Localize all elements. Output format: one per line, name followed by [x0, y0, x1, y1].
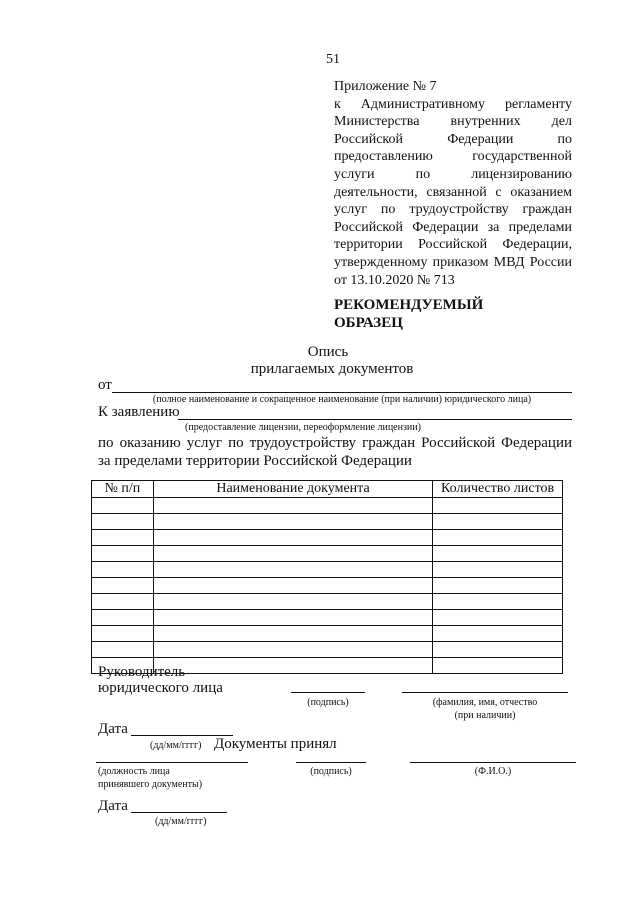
from-label: от	[98, 377, 112, 393]
header-number: № п/п	[92, 481, 154, 498]
head-fio-hint-1: (фамилия, имя, отчество	[432, 697, 538, 708]
table-cell[interactable]	[92, 498, 154, 514]
page-number: 51	[326, 52, 340, 67]
table-cell[interactable]	[153, 578, 432, 594]
from-hint: (полное наименование и сокращенное наименование (при наличии) юридического лица)	[152, 394, 532, 405]
table-row	[92, 530, 563, 546]
table-cell[interactable]	[433, 610, 563, 626]
date-hint-2: (дд/мм/гггг)	[155, 816, 207, 827]
table-cell[interactable]	[92, 530, 154, 546]
table-cell[interactable]	[153, 498, 432, 514]
accepted-signature-hint: (подпись)	[310, 766, 352, 777]
appendix-block	[334, 78, 572, 289]
table-header-row	[92, 481, 563, 498]
appendix-title: Приложение № 7	[334, 79, 437, 94]
table-row	[92, 626, 563, 642]
table-cell[interactable]	[92, 562, 154, 578]
table-row	[92, 498, 563, 514]
table-cell[interactable]	[153, 642, 432, 658]
table-cell[interactable]	[153, 546, 432, 562]
table-cell[interactable]	[433, 642, 563, 658]
position-hint-2: принявшего документы)	[98, 779, 203, 790]
inventory-title: Опись	[307, 344, 349, 360]
application-field[interactable]	[178, 419, 572, 420]
application-hint: (предоставление лицензии, переоформление лицензии)	[185, 422, 421, 433]
head-fio-field[interactable]	[402, 692, 568, 693]
table-row	[92, 514, 563, 530]
accepted-label: Документы принял	[214, 736, 337, 752]
recommended-sample-heading	[334, 296, 483, 332]
service-text: по оказанию услуг по трудоустройству граждан Российской Федерации за пределами территории Российской Федерации	[98, 435, 572, 469]
recommended-line-2: ОБРАЗЕЦ	[334, 315, 403, 331]
table-cell[interactable]	[433, 594, 563, 610]
table-cell[interactable]	[92, 594, 154, 610]
table-cell[interactable]	[92, 546, 154, 562]
table-cell[interactable]	[153, 530, 432, 546]
from-field[interactable]	[112, 392, 572, 393]
date-label: Дата	[98, 721, 128, 737]
table-cell[interactable]	[92, 610, 154, 626]
accepted-fio-field[interactable]	[410, 762, 576, 763]
header-document-name: Наименование документа	[153, 481, 432, 498]
accepted-signature-field[interactable]	[296, 762, 366, 763]
table-cell[interactable]	[92, 642, 154, 658]
table-cell[interactable]	[92, 578, 154, 594]
appendix-body: к Административному регламенту Министерства внутренних дел Российской Федерации по предоставлению государственной услуги по лицензированию деятельности, связанной с оказанием услуг по трудоустройству граждан Российской Федерации за пределами территории Российской Федерации, утвержденному приказом МВД России	[334, 96, 572, 270]
table-cell[interactable]	[92, 626, 154, 642]
head-signature-field[interactable]	[291, 692, 365, 693]
recommended-line-1: РЕКОМЕНДУЕМЫЙ	[334, 297, 484, 313]
table-cell[interactable]	[153, 626, 432, 642]
table-cell[interactable]	[433, 626, 563, 642]
accepted-fio-hint: (Ф.И.О.)	[474, 766, 512, 777]
table-cell[interactable]	[153, 658, 432, 674]
table-cell[interactable]	[433, 514, 563, 530]
table-row	[92, 546, 563, 562]
head-label-2: юридического лица	[98, 680, 223, 696]
table-cell[interactable]	[433, 498, 563, 514]
application-label: К заявлению	[98, 404, 180, 420]
table-row	[92, 610, 563, 626]
position-field[interactable]	[96, 762, 248, 763]
documents-table	[91, 480, 563, 674]
date-field-2[interactable]	[131, 812, 227, 813]
date-label-2: Дата	[98, 798, 128, 814]
table-cell[interactable]	[153, 610, 432, 626]
table-cell[interactable]	[433, 530, 563, 546]
table-cell[interactable]	[433, 658, 563, 674]
header-sheet-count: Количество листов	[433, 481, 563, 498]
appendix-order-date: от 13.10.2020 № 713	[334, 272, 455, 288]
table-row	[92, 562, 563, 578]
date-hint: (дд/мм/гггг)	[150, 740, 202, 751]
table-cell[interactable]	[153, 562, 432, 578]
head-label-1: Руководитель	[98, 664, 186, 680]
table-row	[92, 578, 563, 594]
head-signature-hint: (подпись)	[307, 697, 349, 708]
table-cell[interactable]	[433, 578, 563, 594]
table-cell[interactable]	[153, 514, 432, 530]
inventory-subtitle: прилагаемых документов	[250, 361, 414, 377]
table-cell[interactable]	[153, 594, 432, 610]
table-cell[interactable]	[433, 562, 563, 578]
table-row	[92, 642, 563, 658]
table-cell[interactable]	[92, 514, 154, 530]
table-cell[interactable]	[433, 546, 563, 562]
position-hint-1: (должность лица	[98, 766, 170, 777]
head-fio-hint-2: (при наличии)	[454, 710, 516, 721]
table-row	[92, 594, 563, 610]
